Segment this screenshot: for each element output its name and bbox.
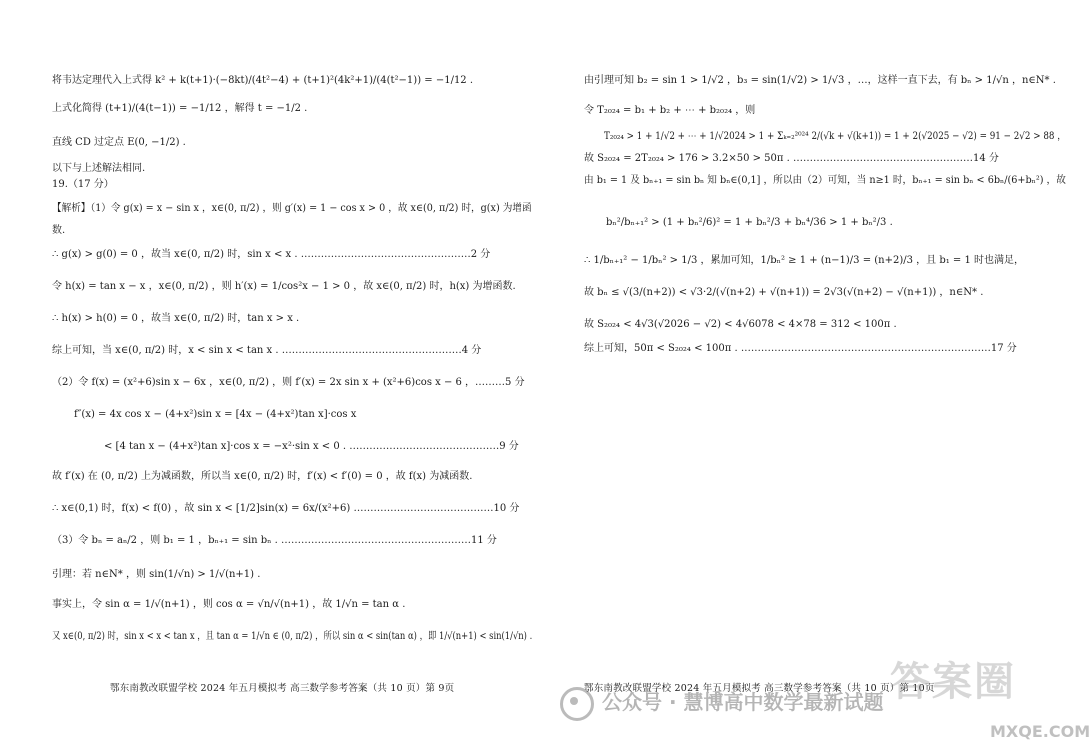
text-line: 将韦达定理代入上式得 k² + k(t+1)·(−8kt)/(4t²−4) + (t+1)²(4k²+1)/(4(t²−1)) = −1/12 . xyxy=(52,75,474,86)
text-line: 故 f′(x) 在 (0, π/2) 上为减函数，所以当 x∈(0, π/2) 时，f′(x) < f′(0) = 0 ，故 f(x) 为减函数. xyxy=(52,471,473,482)
page-footer: 鄂东南教改联盟学校 2024 年五月模拟考 高三数学参考答案（共 10 页）第 9页 xyxy=(110,683,455,694)
text-line: < [4 tan x − (4+x²)tan x]·cos x = −x²·sin x < 0 . ………………………………………9 分 xyxy=(104,441,519,452)
text-line: 故 bₙ ≤ √(3/(n+2)) < √3·2/(√(n+2) + √(n+1)) = 2√3(√(n+2) − √(n+1)) ，n∈N* . xyxy=(584,287,984,298)
text-line: 以下与上述解法相同. xyxy=(52,163,146,174)
text-line: 故 S₂₀₂₄ < 4√3(√2026 − √2) < 4√6078 < 4×78 = 312 < 100π . xyxy=(584,319,897,330)
text-line: 上式化简得 (t+1)/(4(t−1)) = −1/12 ，解得 t = −1/2 . xyxy=(52,103,308,114)
text-line: bₙ²/bₙ₊₁² > (1 + bₙ²/6)² = 1 + bₙ²/3 + bₙ⁴/36 > 1 + bₙ²/3 . xyxy=(606,217,893,228)
text-line: （2）令 f(x) = (x²+6)sin x − 6x ，x∈(0, π/2) ，则 f′(x) = 2x sin x + (x²+6)cos x − 6 ，………5 分 xyxy=(52,377,525,388)
page-footer: 鄂东南教改联盟学校 2024 年五月模拟考 高三数学参考答案（共 10 页）第 10页 xyxy=(584,683,935,694)
wechat-icon xyxy=(560,687,594,721)
right-answer-page xyxy=(540,0,1080,750)
left-answer-page xyxy=(0,0,540,750)
text-line: 数. xyxy=(52,225,66,236)
text-line: ∴ 1/bₙ₊₁² − 1/bₙ² > 1/3 ，累加可知，1/bₙ² ≥ 1 + (n−1)/3 = (n+2)/3 ，且 b₁ = 1 时也满足， xyxy=(584,255,1025,266)
text-line: 又 x∈(0, π/2) 时，sin x < x < tan x ，且 tan α = 1/√n ∈ (0, π/2) ，所以 sin α < sin(tan α) ，即 1/√(n+1) < sin(1/√n) . xyxy=(52,631,533,642)
text-line: 【解析】（1）令 g(x) = x − sin x ，x∈(0, π/2) ，则 g′(x) = 1 − cos x > 0 ，故 x∈(0, π/2) 时，g(x) 为增函 xyxy=(52,203,532,214)
text-line: f″(x) = 4x cos x − (4+x²)sin x = [4x − (4+x²)tan x]·cos x xyxy=(74,409,357,420)
site-stamp-logo: 答案圈 xyxy=(890,659,1016,705)
text-line: 综上可知，当 x∈(0, π/2) 时，x < sin x < tan x . ………………………………………………4 分 xyxy=(52,345,482,356)
text-line: T₂₀₂₄ > 1 + 1/√2 + ⋯ + 1/√2024 > 1 + Σₖ₌₂²⁰²⁴ 2/(√k + √(k+1)) = 1 + 2(√2025 − √2) = 91 − 2√2 > 88 ， xyxy=(604,131,1066,142)
text-line: ∴ x∈(0,1) 时，f(x) < f(0) ，故 sin x < [1/2]sin(x) = 6x/(x²+6) ……………………………………10 分 xyxy=(52,503,520,514)
wechat-watermark xyxy=(560,686,884,721)
text-line: 令 T₂₀₂₄ = b₁ + b₂ + ⋯ + b₂₀₂₄ ，则 xyxy=(584,105,756,116)
text-line: 由 b₁ = 1 及 bₙ₊₁ = sin bₙ 知 bₙ∈(0,1] ，所以由（2）可知，当 n≥1 时，bₙ₊₁ = sin bₙ < 6bₙ/(6+bₙ²) ，故 xyxy=(584,175,1066,186)
question-heading: 19.（17 分） xyxy=(52,179,114,190)
text-line: ∴ h(x) > h(0) = 0 ，故当 x∈(0, π/2) 时，tan x > x . xyxy=(52,313,300,324)
text-line: 直线 CD 过定点 E(0, −1/2) . xyxy=(52,137,186,148)
text-line: 由引理可知 b₂ = sin 1 > 1/√2 ，b₃ = sin(1/√2) > 1/√3 ，…，这样一直下去，有 bₙ > 1/√n ，n∈N* . xyxy=(584,75,1056,86)
text-line: ∴ g(x) > g(0) = 0 ，故当 x∈(0, π/2) 时，sin x < x . ……………………………………………2 分 xyxy=(52,249,491,260)
text-line: 令 h(x) = tan x − x ，x∈(0, π/2) ，则 h′(x) = 1/cos²x − 1 > 0 ，故 x∈(0, π/2) 时，h(x) 为增函数. xyxy=(52,281,516,292)
text-line: （3）令 bₙ = aₙ/2 ，则 b₁ = 1 ，bₙ₊₁ = sin bₙ . …………………………………………………11 分 xyxy=(52,535,497,546)
text-line: 故 S₂₀₂₄ = 2T₂₀₂₄ > 176 > 3.2×50 > 50π . ………………………………………………14 分 xyxy=(584,153,999,164)
text-line: 综上可知，50π < S₂₀₂₄ < 100π . …………………………………………………………………17 分 xyxy=(584,343,1017,354)
text-line: 事实上，令 sin α = 1/√(n+1) ，则 cos α = √n/√(n+1) ，故 1/√n = tan α . xyxy=(52,599,406,610)
watermark-text: 公众号 · 慧博高中数学最新试题 xyxy=(602,690,884,714)
text-line: 引理：若 n∈N* ，则 sin(1/√n) > 1/√(n+1) . xyxy=(52,569,261,580)
site-stamp-url: MXQE.COM xyxy=(990,722,1090,741)
